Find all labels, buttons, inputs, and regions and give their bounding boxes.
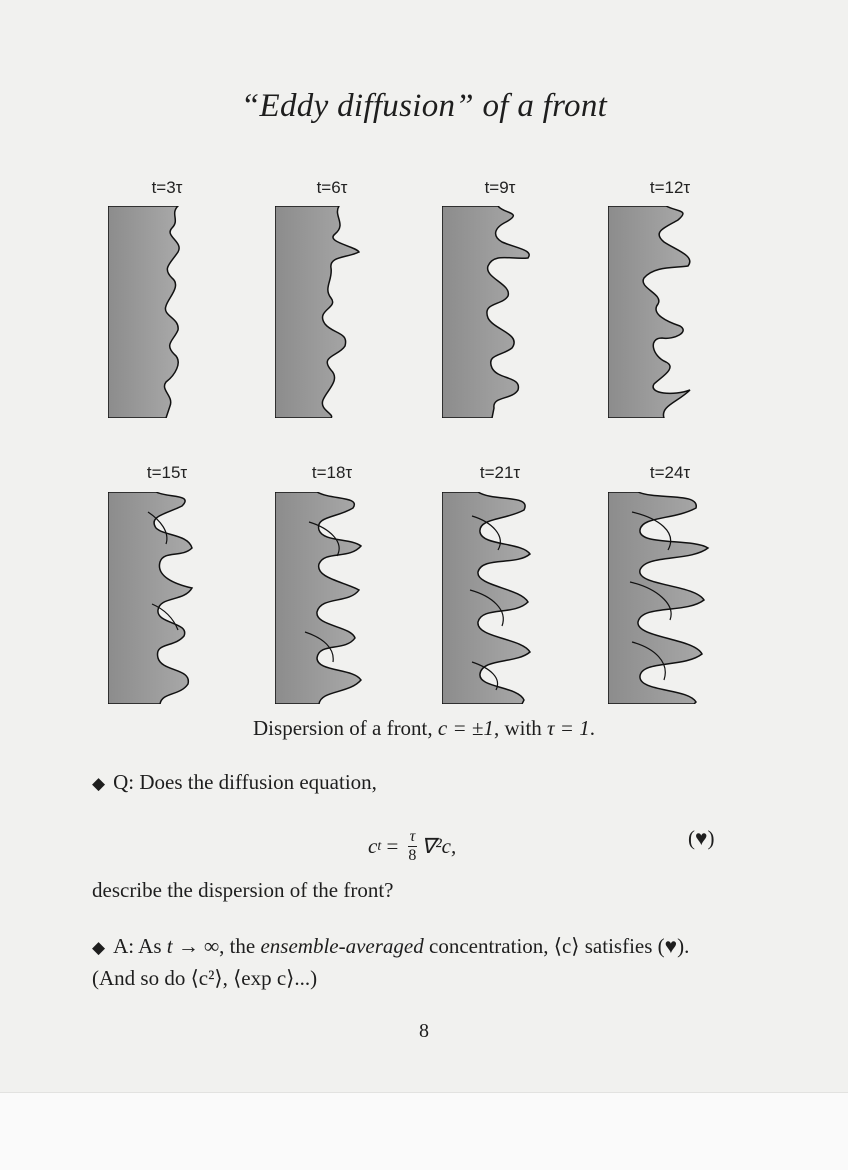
equation-lhs: c	[368, 834, 378, 858]
answer-mid-1: , the	[219, 934, 261, 958]
page-number: 8	[419, 1020, 429, 1042]
question-end-line: describe the dispersion of the front?	[92, 878, 394, 902]
answer-math: t → ∞	[166, 934, 220, 958]
answer-line-1	[92, 934, 689, 959]
panel-label-5: t=15τ	[146, 463, 188, 482]
front-panel-3	[442, 206, 537, 418]
front-panel-4	[608, 206, 703, 418]
equation-tag: (♥)	[688, 826, 715, 850]
front-panel-8	[608, 492, 713, 704]
equation-lhs-subscript: t	[377, 838, 382, 854]
panel-label-3: t=9τ	[484, 178, 516, 197]
diffusion-equation	[368, 828, 456, 865]
answer-line-2: (And so do ⟨c²⟩, ⟨exp c⟩...)	[92, 966, 318, 990]
equation-rhs: ∇²c,	[421, 834, 457, 858]
figure-caption	[0, 716, 848, 741]
caption-math-2: τ = 1	[547, 716, 590, 740]
diamond-bullet-icon: ◆	[92, 938, 106, 958]
caption-math-1: c = ±1	[437, 716, 494, 740]
panel-label-1: t=3τ	[151, 178, 183, 197]
page-bottom-margin	[0, 1092, 848, 1170]
front-panel-7	[442, 492, 537, 704]
fraction-numerator: τ	[409, 828, 416, 845]
front-panel-6	[275, 492, 370, 704]
fraction-denominator: 8	[408, 847, 417, 864]
panel-label-6: t=18τ	[311, 463, 353, 482]
question-text: Q: Does the diffusion equation,	[113, 770, 377, 794]
panel-label-8: t=24τ	[649, 463, 691, 482]
front-panel-2	[275, 206, 370, 418]
diamond-bullet-icon: ◆	[92, 774, 106, 794]
panel-label-4: t=12τ	[649, 178, 691, 197]
front-panel-1	[108, 206, 203, 418]
answer-prefix: A: As	[113, 934, 167, 958]
equation-fraction	[408, 828, 418, 865]
caption-text-1: Dispersion of a front,	[253, 716, 438, 740]
caption-text-3: .	[589, 716, 595, 740]
answer-mid-2: concentration, ⟨c⟩ satisfies (♥).	[423, 934, 690, 958]
front-panel-5	[108, 492, 203, 704]
answer-emphasis: ensemble-averaged	[260, 934, 424, 958]
panel-label-7: t=21τ	[479, 463, 521, 482]
question-line	[92, 770, 377, 795]
caption-text-2: , with	[493, 716, 548, 740]
panel-label-2: t=6τ	[316, 178, 348, 197]
page-title: “Eddy diffusion” of a front	[240, 88, 608, 124]
equation-equals: =	[381, 834, 404, 858]
